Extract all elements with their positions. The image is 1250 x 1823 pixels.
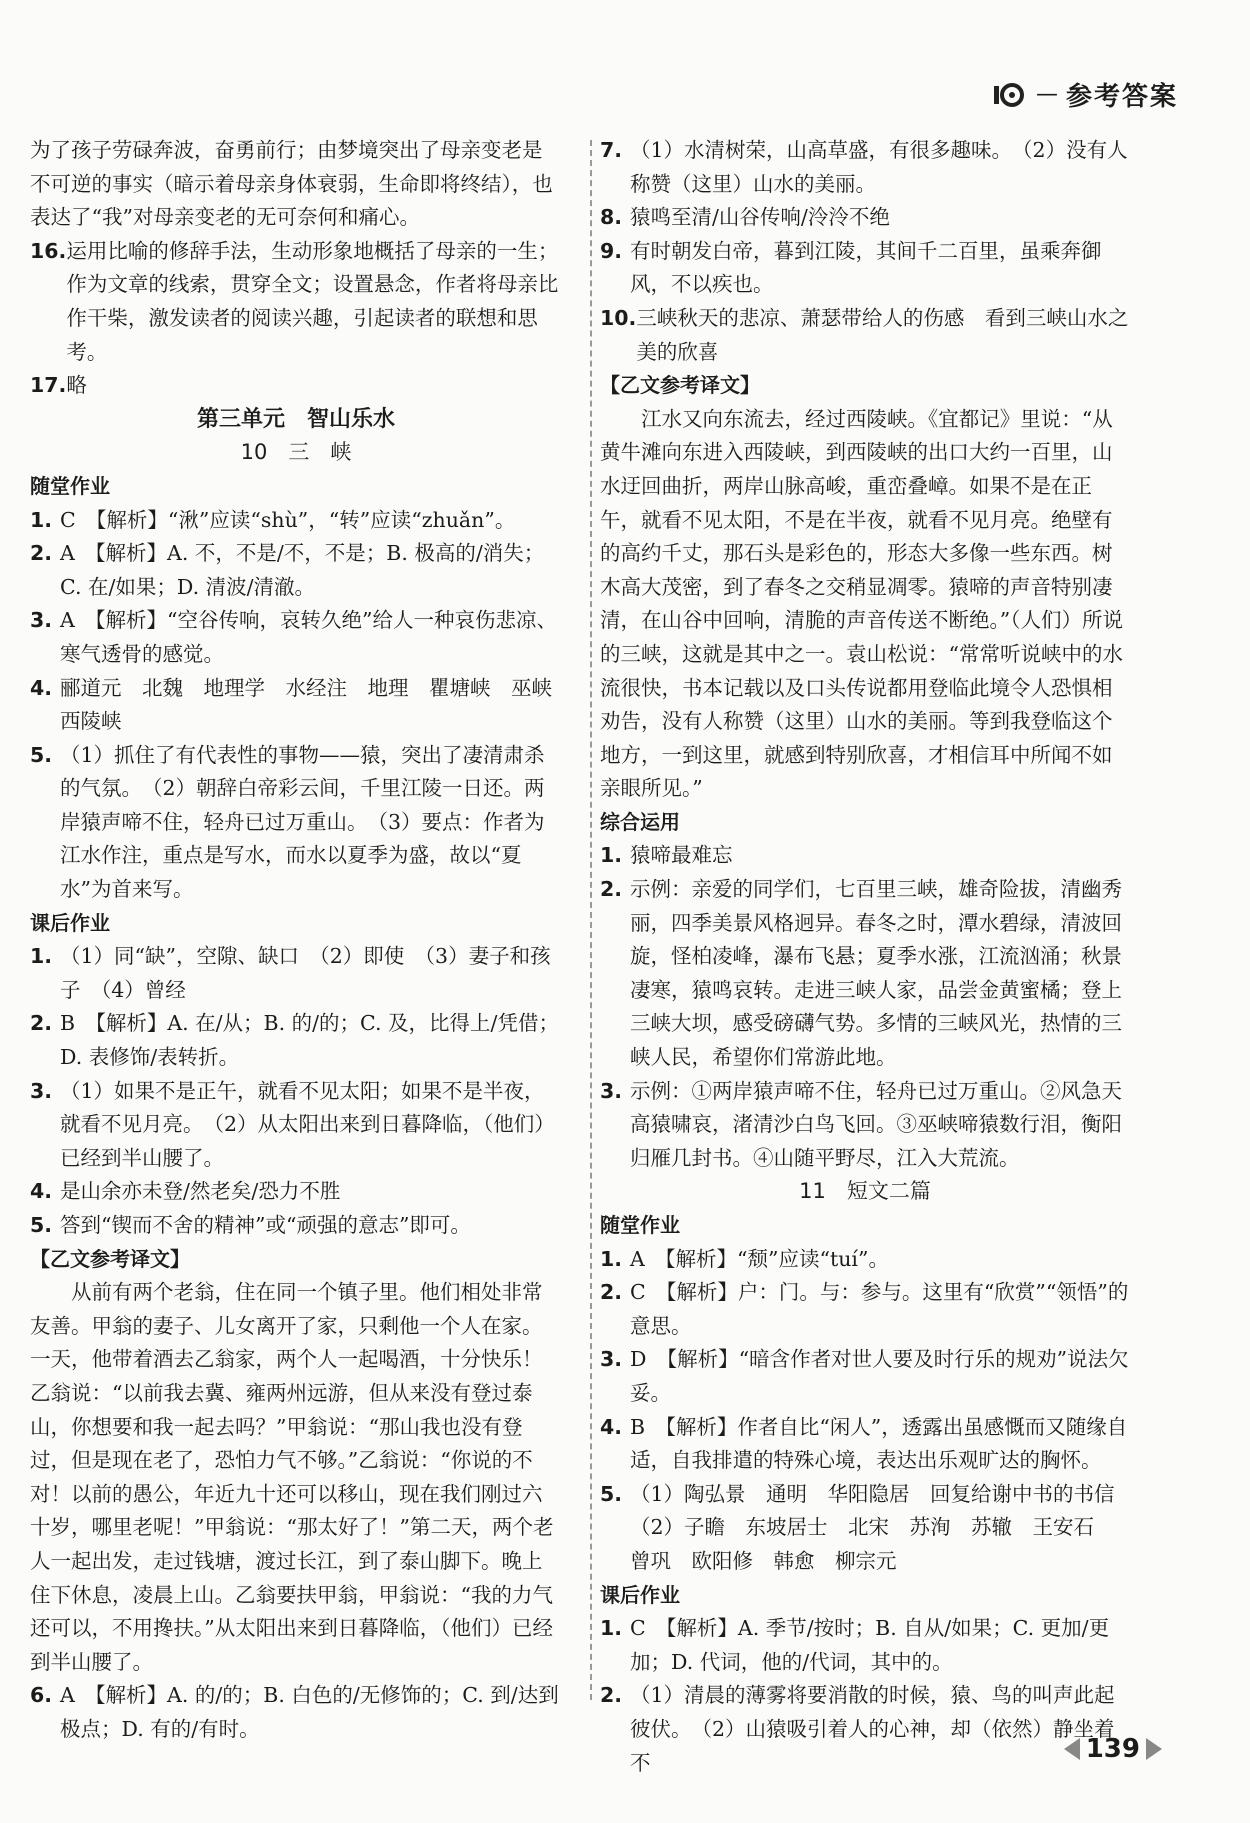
answer-item bbox=[600, 873, 1130, 1075]
item-number: 16. bbox=[30, 238, 67, 263]
answer-logo-icon bbox=[994, 82, 1028, 108]
section-heading: 综合运用 bbox=[600, 809, 680, 834]
item-text: 略 bbox=[66, 373, 87, 398]
answer-item bbox=[600, 201, 1130, 235]
section-heading: 随堂作业 bbox=[30, 473, 110, 498]
item-text: A 【解析】“空谷传响，哀转久绝”给人一种哀伤悲凉、寒气透骨的感觉。 bbox=[60, 608, 558, 666]
item-text: 三峡秋天的悲凉、萧瑟带给人的伤感 看到三峡山水之美的欣喜 bbox=[636, 305, 1129, 364]
item-number: 3. bbox=[30, 608, 53, 633]
item-text: （1）抓住了有代表性的事物——猿，突出了凄清肃杀的气氛。 （2）朝辞白帝彩云间，千里江陵一日还。两岸猿声啼不住，轻舟已过万重山。 （3）要点：作者为江水作注，重点是写水，而水以夏季为盛，故以“夏水”为首来写。 bbox=[60, 742, 545, 902]
lesson-title: 11 短文二篇 bbox=[799, 1179, 931, 1204]
section-heading: 随堂作业 bbox=[600, 1213, 680, 1237]
item-text: （1）陶弘景 通明 华阳隐居 回复给谢中书的书信 （2）子瞻 东坡居士 北宋 苏洵 苏辙 王安石 曾巩 欧阳修 韩愈 柳宗元 bbox=[630, 1481, 1136, 1573]
item-text: （1）如果不是正午，就看不见太阳；如果不是半夜，就看不见月亮。 （2）从太阳出来到日暮降临，（他们）已经到半山腰了。 bbox=[60, 1078, 555, 1170]
answer-item bbox=[600, 1679, 1130, 1780]
answer-item bbox=[600, 1478, 1136, 1579]
translation-paragraph: 从前有两个老翁，住在同一个镇子里。他们相处非常友善。甲翁的妻子、儿女离开了家，只剩他一个人在家。一天，他带着酒去乙翁家，两个人一起喝酒，十分快乐！乙翁说：“以前我去冀、雍两州远游，但从来没有登过泰山，你想要和我一起去吗？”甲翁说：“那山我也没有登过，但是现在老了，恐怕力气不够。”乙翁说：“你说的不对！以前的愚公，年近九十还可以移山，现在我们刚过六十岁，哪里老呢！”甲翁说：“那太好了！”第二天，两个老人一起出发，走过钱塘，渡过长江，到了泰山脚下。晚上住下休息，凌晨上山。乙翁要扶甲翁，甲翁说：“我的力气还可以，不用搀扶。”从太阳出来到日暮降临，（他们）已经到半山腰了。 bbox=[30, 1280, 554, 1674]
item-text: B 【解析】A. 在/从；B. 的/的；C. 及，比得上/凭借；D. 表修饰/表转折。 bbox=[60, 1011, 559, 1070]
item-number: 3. bbox=[30, 1078, 53, 1103]
page-number-badge bbox=[1064, 1734, 1162, 1764]
answer-item bbox=[30, 672, 573, 739]
item-text: C 【解析】户：门。与：参与。这里有“欣赏”“领悟”的意思。 bbox=[630, 1280, 1129, 1338]
answer-item bbox=[30, 369, 562, 403]
answer-item bbox=[30, 940, 562, 1007]
unit-title: 第三单元 智山乐水 bbox=[196, 406, 395, 432]
answer-item bbox=[30, 1075, 562, 1176]
answer-item bbox=[30, 1175, 562, 1209]
section-heading: 【乙文参考译文】 bbox=[30, 1246, 190, 1271]
item-number: 5. bbox=[30, 1213, 53, 1237]
answer-item bbox=[600, 1243, 1130, 1277]
item-text: 示例：亲爱的同学们，七百里三峡，雄奇险拔，清幽秀丽，四季美景风格迥异。春冬之时，潭水碧绿，清波回旋，怪柏凌峰，瀑布飞悬；夏季水涨，江流汹涌；秋景凄寒，猿鸣哀转。走进三峡人家，品尝金黄蜜橘；登上三峡大坝，感受磅礴气势。多情的三峡风光，热情的三峡人民，希望你们常游此地。 bbox=[630, 877, 1122, 1070]
answer-item bbox=[600, 839, 1130, 873]
answer-item bbox=[600, 1276, 1130, 1343]
section-heading: 课后作业 bbox=[600, 1582, 680, 1607]
item-text: 郦道元 北魏 地理学 水经注 地理 瞿塘峡 巫峡 西陵峡 bbox=[60, 675, 573, 734]
right-column bbox=[600, 134, 1136, 1780]
item-number: 1. bbox=[600, 843, 623, 868]
item-number: 2. bbox=[30, 1011, 53, 1036]
answer-item bbox=[30, 1007, 562, 1074]
item-text: 猿啼最难忘 bbox=[630, 843, 733, 868]
left-column bbox=[30, 134, 573, 1747]
triangle-right-icon bbox=[1146, 1738, 1162, 1760]
item-text: 运用比喻的修辞手法，生动形象地概括了母亲的一生；作为文章的线索，贯穿全文；设置悬念，作者将母亲比作干柴，激发读者的阅读兴趣，引起读者的联想和思考。 bbox=[66, 238, 559, 364]
header-title: 参考答案 bbox=[1065, 82, 1178, 112]
item-number: 5. bbox=[30, 742, 53, 767]
translation-paragraph: 江水又向东流去，经过西陵峡。《宜都记》里说：“从黄牛滩向东进入西陵峡，到西陵峡的出口大约一百里，山水迂回曲折，两岸山脉高峻，重峦叠嶂。如果不是在正午，就看不见太阳，不是在半夜，就看不见月亮。绝壁有的高约千丈，那石头是彩色的，形态大多像一些东西。树木高大茂密，到了春冬之交稍显凋零。猿啼的声音特别凄清，在山谷中回响，清脆的声音传送不断绝。”（人们）所说的三峡，这就是其中之一。袁山松说：“常常听说峡中的水流很快，书本记载以及口头传说都用登临此境令人恐惧相劝告，没有人称赞（这里）山水的美丽。等到我登临这个地方，一到这里，就感到特别欣喜，才相信耳中所闻不如亲眼所见。” bbox=[600, 406, 1123, 801]
item-number: 1. bbox=[600, 1616, 623, 1641]
item-number: 2. bbox=[600, 877, 623, 902]
item-text: 示例：①两岸猿声啼不住，轻舟已过万重山。②风急天高猿啸哀，渚清沙白鸟飞回。③巫峡啼猿数行泪，衡阳归雁几封书。④山随平野尽，江入大荒流。 bbox=[630, 1078, 1122, 1170]
item-text: （1）同“缺”，空隙、缺口 （2）即使 （3）妻子和孩子 （4）曾经 bbox=[60, 944, 551, 1002]
answer-item bbox=[600, 302, 1130, 369]
item-number: 2. bbox=[30, 541, 53, 566]
item-number: 10. bbox=[600, 305, 637, 330]
item-number: 5. bbox=[600, 1481, 623, 1506]
item-number: 3. bbox=[600, 1078, 623, 1103]
answer-item bbox=[30, 604, 562, 671]
page-header bbox=[994, 76, 1178, 113]
item-number: 7. bbox=[600, 138, 623, 162]
continued-text: 为了孩子劳碌奔波，奋勇前行；由梦境突出了母亲变老是不可逆的事实（暗示着母亲身体衰弱，生命即将终结），也表达了“我”对母亲变老的无可奈何和痛心。 bbox=[30, 138, 553, 230]
answer-item bbox=[30, 537, 562, 604]
section-heading: 课后作业 bbox=[30, 910, 110, 935]
item-text: C 【解析】A. 季节/按时；B. 自从/如果；C. 更加/更加；D. 代词，他的/代词，其中的。 bbox=[630, 1616, 1110, 1674]
item-number: 1. bbox=[30, 507, 53, 532]
section-heading: 【乙文参考译文】 bbox=[600, 373, 760, 398]
answer-item bbox=[30, 1209, 562, 1243]
item-number: 2. bbox=[600, 1683, 623, 1708]
answer-item bbox=[600, 1343, 1130, 1410]
column-divider bbox=[590, 140, 592, 1700]
lesson-title: 10 三 峡 bbox=[240, 440, 352, 465]
item-text: 猿鸣至清/山谷传响/泠泠不绝 bbox=[630, 205, 890, 230]
item-number: 17. bbox=[30, 373, 67, 398]
item-text: 是山余亦未登/然老矣/恐力不胜 bbox=[60, 1179, 341, 1204]
item-number: 8. bbox=[600, 205, 623, 230]
item-number: 2. bbox=[600, 1280, 623, 1305]
item-number: 4. bbox=[600, 1414, 623, 1439]
item-number: 9. bbox=[600, 238, 623, 263]
item-text: 有时朝发白帝，暮到江陵，其间千二百里，虽乘奔御风，不以疾也。 bbox=[630, 238, 1102, 297]
item-number: 3. bbox=[600, 1347, 623, 1372]
answer-item bbox=[30, 504, 562, 538]
answer-item bbox=[30, 1679, 562, 1746]
item-number: 6. bbox=[30, 1683, 53, 1708]
answer-item bbox=[30, 235, 562, 369]
item-text: C 【解析】“湫”应读“shù”，“转”应读“zhuǎn”。 bbox=[60, 507, 516, 532]
item-number: 1. bbox=[600, 1246, 623, 1271]
answer-item bbox=[600, 1075, 1130, 1176]
answer-item bbox=[600, 235, 1130, 302]
answer-item bbox=[600, 134, 1130, 201]
item-text: （1）清晨的薄雾将要消散的时候，猿、鸟的叫声此起彼伏。 （2）山猿吸引着人的心神，却（依然）静坐着不 bbox=[630, 1683, 1115, 1775]
item-text: 答到“锲而不舍的精神”或“顽强的意志”即可。 bbox=[60, 1213, 471, 1237]
triangle-left-icon bbox=[1064, 1738, 1080, 1760]
item-text: A 【解析】A. 不，不是/不，不是；B. 极高的/消失；C. 在/如果；D. 清波/清澈。 bbox=[60, 541, 545, 599]
item-text: A 【解析】A. 的/的；B. 白色的/无修饰的；C. 到/达到极点；D. 有的/有时。 bbox=[60, 1683, 559, 1741]
answer-item bbox=[600, 1411, 1130, 1478]
item-text: D 【解析】“暗含作者对世人要及时行乐的规劝”说法欠妥。 bbox=[630, 1347, 1129, 1405]
item-text: （1）水清树荣，山高草盛，有很多趣味。 （2）没有人称赞（这里）山水的美丽。 bbox=[630, 138, 1128, 196]
item-number: 4. bbox=[30, 675, 53, 700]
item-number: 1. bbox=[30, 944, 53, 969]
answer-item bbox=[600, 1612, 1130, 1679]
answer-item bbox=[30, 739, 562, 907]
item-text: B 【解析】作者自比“闲人”，透露出虽感慨而又随缘自适，自我排遣的特殊心境，表达出乐观旷达的胸怀。 bbox=[630, 1414, 1128, 1473]
item-text: A 【解析】“颓”应读“tuí”。 bbox=[630, 1246, 889, 1271]
item-number: 4. bbox=[30, 1179, 53, 1204]
page-number: 139 bbox=[1085, 1734, 1140, 1764]
header-dash: — bbox=[1035, 82, 1058, 107]
